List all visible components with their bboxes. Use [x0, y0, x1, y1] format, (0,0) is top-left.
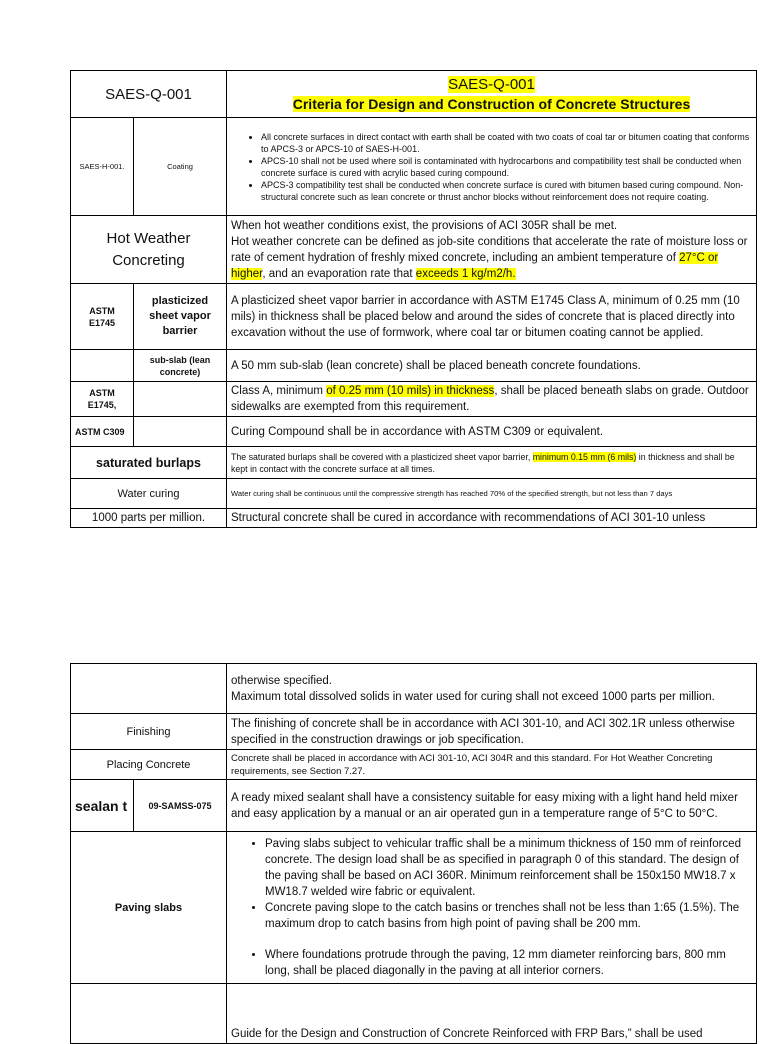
- water-curing-text: Water curing shall be continuous until the compressive strength has reached 70% of the specified strength, but not less than 7 days: [227, 479, 757, 509]
- subslab-text: A 50 mm sub-slab (lean concrete) shall be placed beneath concrete foundations.: [227, 350, 757, 382]
- classA-text-b: , shall be placed beneath slabs on grade. Outdoor sidewalks are exempted from this requirement.: [231, 385, 749, 413]
- placing-label: Placing Concrete: [71, 750, 227, 780]
- cont-label-empty: [71, 664, 227, 714]
- coating-bullet: • APCS-10 shall not be used where soil is contaminated with hydrocarbons and compatibility test shall be conducted when concrete surface is cured with acrylic based curing compound.: [261, 155, 752, 179]
- c309-text: Curing Compound shall be in accordance with ASTM C309 or equivalent.: [227, 417, 757, 447]
- paving-bullet: • Where foundations protrude through the paving, 12 mm diameter reinforcing bars, 800 mm long, shall be placed diagonally in the paving at all interior corners.: [265, 947, 752, 979]
- c309-ref: ASTM C309: [71, 417, 134, 447]
- burlaps-label: saturated burlaps: [71, 447, 227, 479]
- frp-label-empty: [71, 984, 227, 1044]
- c309-label-empty: [134, 417, 227, 447]
- classA-text: [227, 382, 757, 417]
- hot-weather-p1: When hot weather conditions exist, the provisions of ACI 305R shall be met.: [231, 219, 618, 232]
- classA-text-a: Class A, minimum: [231, 385, 327, 397]
- burlaps-text-a: The saturated burlaps shall be covered with a plasticized sheet vapor barrier,: [231, 451, 533, 462]
- document-header: [227, 71, 757, 118]
- burlaps-text-b: in thickness and shall be kept in contact with the concrete surface at all times.: [231, 451, 735, 474]
- standard-code-cell: [71, 71, 227, 118]
- sealant-text: A ready mixed sealant shall have a consistency suitable for easy mixing with a light hand held mixer and easy application by a manual or an air operated gun in a temperature range of 5°C to 50°C.: [227, 780, 757, 832]
- paving-bullet: • Paving slabs subject to vehicular traffic shall be a minimum thickness of 150 mm of reinforced concrete. The design load shall be as specified in paragraph 0 of this standard. The design of the paving shall be based on ACI 360R. Minimum reinforcement shall be 150x150 MW18.7 x MW18.7 welded wire fabric or equivalent.: [265, 836, 752, 900]
- classA-ref: ASTM E1745,: [71, 382, 134, 417]
- paving-bullet: • Concrete paving slope to the catch basins or trenches shall not be less than 1:65 (1.5%). The maximum drop to catch basins from high point of paving shall be 200 mm.: [265, 900, 752, 932]
- vapor-text: A plasticized sheet vapor barrier in accordance with ASTM E1745 Class A, minimum of 0.25 mm (10 mils) in thickness shall be placed below and around the sides of concrete that is placed directly into excavation without the use of formwork, where coal tar or bitumen coating cannot be applied.: [227, 284, 757, 350]
- classA-label-empty: [134, 382, 227, 417]
- burlaps-text: [227, 447, 757, 479]
- paving-label: Paving slabs: [71, 832, 227, 984]
- coating-bullet: • APCS-3 compatibility test shall be conducted when concrete surface is cured with bitumen based curing compound. Non-structural concrete such as lean concrete or thrust anchor blocks without reinforcement does not require coating.: [261, 179, 752, 203]
- thickness-highlight: of 0.25 mm (10 mils) in thickness: [326, 385, 495, 397]
- hot-weather-label: Hot Weather Concreting: [106, 229, 191, 269]
- criteria-table-bottom: [70, 663, 757, 1044]
- cont-text: [227, 664, 757, 714]
- hot-weather-p2-b: , and an evaporation rate that: [262, 267, 416, 280]
- finishing-text: The finishing of concrete shall be in accordance with ACI 301-10, and ACI 302.1R unless otherwise specified in the construction drawings or job specification.: [227, 714, 757, 750]
- evaporation-highlight: exceeds 1 kg/m2/h.: [415, 267, 516, 280]
- frp-text: Guide for the Design and Construction of Concrete Reinforced with FRP Bars,” shall be used: [227, 984, 757, 1044]
- water-curing-label: Water curing: [71, 479, 227, 509]
- parts-text: Structural concrete shall be cured in accordance with recommendations of ACI 301-10 unless: [227, 509, 757, 528]
- sealant-ref: 09-SAMSS-075: [134, 780, 227, 832]
- temperature-highlight: 27°C or higher: [231, 251, 719, 280]
- sealant-label: sealan t: [71, 780, 134, 832]
- coating-text: [227, 118, 757, 216]
- vapor-ref: ASTM E1745: [71, 284, 134, 350]
- coating-ref: SAES-H-001.: [71, 118, 134, 216]
- standard-code: SAES-Q-001: [105, 85, 192, 103]
- parts-label: 1000 parts per million.: [71, 509, 227, 528]
- burlaps-highlight: minimum 0.15 mm (6 mils): [532, 451, 637, 462]
- subslab-ref-empty: [71, 350, 134, 382]
- paving-text: [227, 832, 757, 984]
- coating-label: Coating: [134, 118, 227, 216]
- coating-bullet: • All concrete surfaces in direct contact with earth shall be coated with two coats of coal tar or bitumen coating that conforms to APCS-3 or APCS-10 of SAES-H-001.: [261, 131, 752, 155]
- hot-weather-p2-a: Hot weather concrete can be defined as job-site conditions that accelerate the rate of moisture loss or rate of cement hydration of freshly mixed concrete, including an ambient temperature of: [231, 235, 748, 264]
- hot-weather-text: [227, 216, 757, 284]
- finishing-label: Finishing: [71, 714, 227, 750]
- cont-line-2: Maximum total dissolved solids in water used for curing shall not exceed 1000 parts per million.: [231, 690, 715, 703]
- cont-line-1: otherwise specified.: [231, 674, 332, 687]
- subslab-label: sub-slab (lean concrete): [134, 350, 227, 382]
- hot-weather-p2: [231, 234, 752, 282]
- header-code: SAES-Q-001: [448, 75, 535, 93]
- criteria-table-top: [70, 70, 757, 528]
- header-title: Criteria for Design and Construction of Concrete Structures: [292, 95, 691, 112]
- vapor-label: plasticized sheet vapor barrier: [134, 284, 227, 350]
- placing-text: Concrete shall be placed in accordance with ACI 301-10, ACI 304R and this standard. For Hot Weather Concreting requirements, see Section 7.27.: [227, 750, 757, 780]
- hot-weather-label-cell: [71, 216, 227, 284]
